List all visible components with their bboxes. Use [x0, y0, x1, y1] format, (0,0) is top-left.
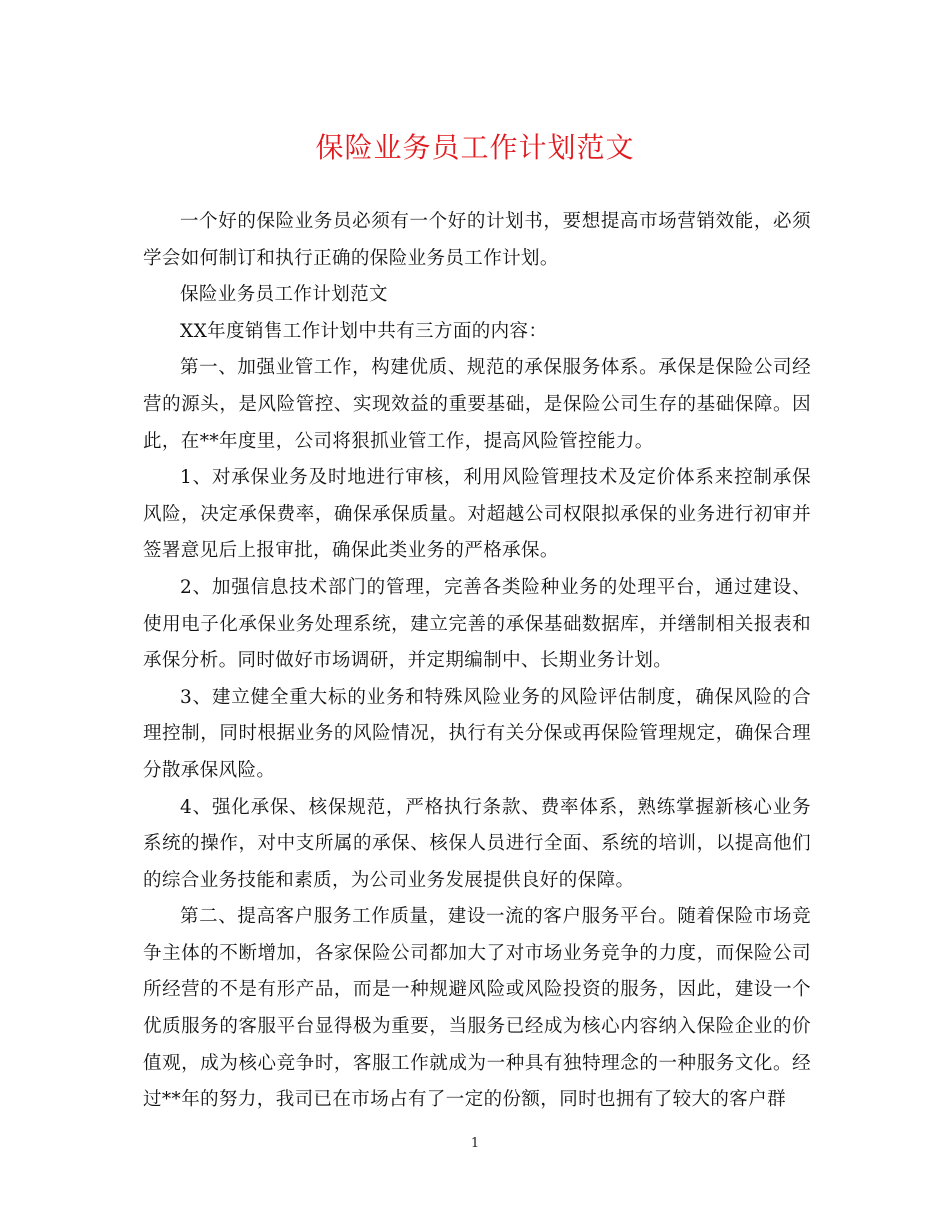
paragraph-item-4: 4、强化承保、核保规范，严格执行条款、费率体系，熟练掌握新核心业务系统的操作，对中支所属的承保、核保人员进行全面、系统的培训，以提高他们的综合业务技能和素质，为公司业务发展提供良好的保障。	[143, 796, 811, 891]
paragraph-section-two: 第二、提高客户服务工作质量，建设一流的客户服务平台。随着保险市场竞争主体的不断增加，各家保险公司都加大了对市场业务竞争的力度，而保险公司所经营的不是有形产品，而是一种规避风险或风险投资的服务，因此，建设一个优质服务的客服平台显得极为重要，当服务已经成为核心内容纳入保险企业的价值观，成为核心竞争时，客服工作就成为一种具有独特理念的一种服务文化。经过**年的努力，我司已在市场占有了一定的份额，同时也拥有了较大的客户群	[143, 906, 811, 1111]
paragraph-section-one: 第一、加强业管工作，构建优质、规范的承保服务体系。承保是保险公司经营的源头，是风险管控、实现效益的重要基础，是保险公司生存的基础保障。因此，在**年度里，公司将狠抓业管工作，提高风险管控能力。	[143, 357, 811, 452]
paragraph-intro: 一个好的保险业务员必须有一个好的计划书，要想提高市场营销效能，必须学会如何制订和执行正确的保险业务员工作计划。	[143, 211, 811, 269]
document-title: 保险业务员工作计划范文	[315, 131, 635, 164]
paragraph-item-2: 2、加强信息技术部门的管理，完善各类险种业务的处理平台，通过建设、使用电子化承保业务处理系统，建立完善的承保基础数据库，并缮制相关报表和承保分析。同时做好市场调研，并定期编制中、长期业务计划。	[143, 576, 811, 672]
paragraph-subtitle: 保险业务员工作计划范文	[180, 284, 388, 306]
paragraph-item-3: 3、建立健全重大标的业务和特殊风险业务的风险评估制度，确保风险的合理控制，同时根据业务的风险情况，执行有关分保或再保险管理规定，确保合理分散承保风险。	[143, 686, 811, 781]
paragraph-item-1: 1、对承保业务及时地进行审核，利用风险管理技术及定价体系来控制承保风险，决定承保费率，确保承保质量。对超越公司权限拟承保的业务进行初审并签署意见后上报审批，确保此类业务的严格承保。	[143, 467, 811, 562]
page-number: 1	[470, 1136, 480, 1151]
document-body	[143, 204, 811, 1119]
paragraph-overview: XX年度销售工作计划中共有三方面的内容：	[180, 320, 548, 342]
